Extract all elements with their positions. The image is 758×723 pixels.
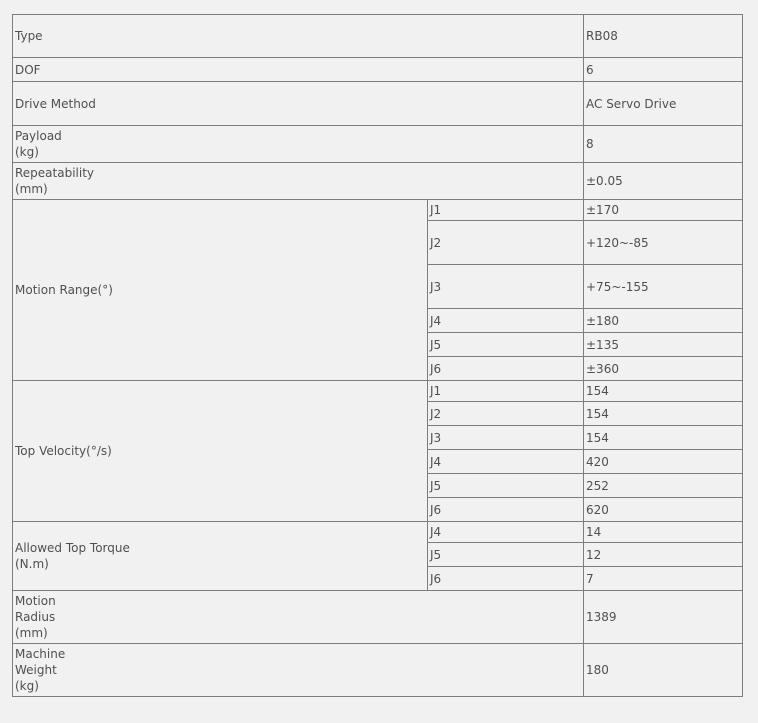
row-payload: [13, 126, 743, 163]
row-torque-j4: [13, 522, 743, 543]
row-top-velocity-j1: [13, 381, 743, 402]
row-machine-weight: [13, 644, 743, 697]
motion-range-joint: J2: [428, 221, 584, 265]
top-velocity-value: 154: [584, 426, 743, 450]
row-drive-method: [13, 82, 743, 126]
motion-range-joint: J4: [428, 309, 584, 333]
dof-value: 6: [584, 58, 743, 82]
motion-range-joint: J1: [428, 200, 584, 221]
top-velocity-value: 252: [584, 474, 743, 498]
top-velocity-value: 620: [584, 498, 743, 522]
top-velocity-value: 154: [584, 381, 743, 402]
motion-radius-value: 1389: [584, 591, 743, 644]
top-velocity-joint: J4: [428, 450, 584, 474]
row-motion-range-j1: [13, 200, 743, 221]
motion-range-value: ±180: [584, 309, 743, 333]
type-value: RB08: [584, 15, 743, 58]
row-type: [13, 15, 743, 58]
type-label: Type: [13, 15, 584, 58]
top-velocity-joint: J5: [428, 474, 584, 498]
motion-range-value: +120~-85: [584, 221, 743, 265]
repeatability-value: ±0.05: [584, 163, 743, 200]
machine-weight-value: 180: [584, 644, 743, 697]
motion-range-joint: J3: [428, 265, 584, 309]
payload-value: 8: [584, 126, 743, 163]
top-velocity-joint: J1: [428, 381, 584, 402]
top-velocity-joint: J6: [428, 498, 584, 522]
motion-range-value: ±170: [584, 200, 743, 221]
motion-range-value: ±360: [584, 357, 743, 381]
row-dof: [13, 58, 743, 82]
motion-range-joint: J6: [428, 357, 584, 381]
top-velocity-value: 154: [584, 402, 743, 426]
spec-table-container: [12, 14, 742, 697]
torque-joint: J6: [428, 567, 584, 591]
row-repeatability: [13, 163, 743, 200]
top-velocity-joint: J3: [428, 426, 584, 450]
row-motion-radius: [13, 591, 743, 644]
drive-method-label: Drive Method: [13, 82, 584, 126]
payload-label: Payload (kg): [13, 126, 584, 163]
dof-label: DOF: [13, 58, 584, 82]
drive-method-value: AC Servo Drive: [584, 82, 743, 126]
repeatability-label: Repeatability (mm): [13, 163, 584, 200]
top-velocity-value: 420: [584, 450, 743, 474]
allowed-top-torque-label: Allowed Top Torque (N.m): [13, 522, 428, 591]
torque-value: 12: [584, 543, 743, 567]
top-velocity-joint: J2: [428, 402, 584, 426]
top-velocity-label: Top Velocity(°/s): [13, 381, 428, 522]
torque-joint: J5: [428, 543, 584, 567]
motion-range-label: Motion Range(°): [13, 200, 428, 381]
motion-range-joint: J5: [428, 333, 584, 357]
torque-joint: J4: [428, 522, 584, 543]
motion-range-value: ±135: [584, 333, 743, 357]
spec-table: [12, 14, 743, 697]
torque-value: 7: [584, 567, 743, 591]
motion-range-value: +75~-155: [584, 265, 743, 309]
machine-weight-label: Machine Weight (kg): [13, 644, 584, 697]
motion-radius-label: Motion Radius (mm): [13, 591, 584, 644]
torque-value: 14: [584, 522, 743, 543]
